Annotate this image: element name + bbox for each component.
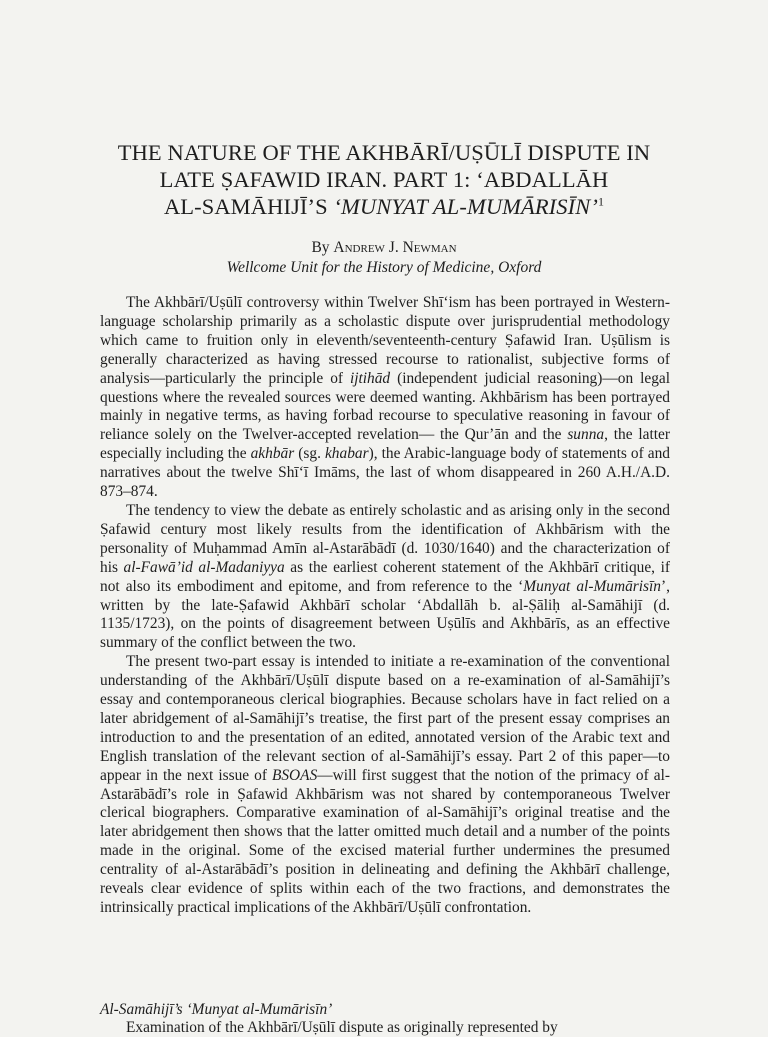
byline <box>0 238 768 258</box>
text-run: ’, written by the late-Ṣafawid Akhbārī scholar ‘Abdallāh b. al-Ṣāliḥ al-Samāhijī (d. 1135/1723), on the points of disagreement between Uṣūlīs and Akhbārīs, as an effective summary of the conflict between the two. <box>100 577 670 652</box>
article-title <box>90 140 678 220</box>
text-run: ), the Arabic-language body of statements of and narratives about the twelve Shī‘ī Imāms, the last of whom disappeared in 260 A.H./A.D. 873–874. <box>100 445 670 501</box>
title-line-1: THE NATURE OF THE AKHBĀRĪ/UṢŪLĪ DISPUTE IN <box>117 140 651 165</box>
text-run: , the latter especially including the <box>100 426 670 463</box>
text-run: (independent judicial reasoning)—on legal questions where the revealed sources were deemed wanting. Akhbārism has been portrayed mainly in negative terms, as having forbad recourse to speculative reasoning in favour of reliance solely on the Twelver-accepted revelation— the Qur’ān and the <box>100 369 670 444</box>
title-italic-work: ‘MUNYAT AL-MUMĀRISĪN’ <box>333 193 598 219</box>
italic-term: sunna <box>567 426 605 444</box>
text-run: (sg. <box>294 445 325 463</box>
italic-term: akhbār <box>250 445 295 463</box>
text-run: —will first suggest that the notion of the primacy of al-Astarābādī’s role in Ṣafawid Akhbārism was not shared by contemporaneous Twelver clerical biographers. Comparative examination of al-Samāhijī’s original treatise and the later abridgement then shows that the latter omitted much detail and a number of the points made in the original. Some of the excised material further undermines the presumed centrality of al-Astarābādī’s position in delineating and defining the Akhbārī challenge, reveals clear evidence of splits within each of the two fractions, and demonstrates the intrinsically practical implications of the Akhbārī/Uṣūlī confrontation. <box>100 766 670 916</box>
cutoff-text-line: Examination of the Akhbārī/Uṣūlī dispute as originally represented by <box>126 1019 558 1036</box>
paragraph-1 <box>100 294 670 502</box>
italic-term: BSOAS <box>271 766 318 784</box>
section-heading: Al-Samāhijī’s ‘Munyat al-Mumārisīn’ <box>100 1001 333 1018</box>
italic-term: khabar <box>324 445 369 463</box>
text-run: The Akhbārī/Uṣūlī controversy within Twelver Shī‘ism has been portrayed in Western-language scholarship primarily as a scholastic dispute over jurisprudential methodology which came to fruition only in eleventh/seventeenth-century Ṣafawid Iran. Uṣūlism is generally characterized as having stressed recourse to rationalist, subjective forms of analysis—particularly the principle of <box>100 294 670 387</box>
text-run: The present two-part essay is intended to initiate a re-examination of the conventional understanding of the Akhbārī/Uṣūlī dispute based on a re-examination of al-Samāhijī’s essay and contemporaneous clerical biographies. Because scholars have in fact relied on a later abridgement of al-Samāhijī’s treatise, the first part of the present essay comprises an introduction to and the presentation of an edited, annotated version of the Arabic text and English translation of the relevant section of al-Samāhijī’s essay. Part 2 of this paper—to appear in the next issue of <box>100 653 670 784</box>
text-run: as the earliest coherent statement of the Akhbārī critique, if not also its embodiment and epitome, and from reference to the ‘ <box>100 558 670 595</box>
title-line-3: AL-SAMĀHIJĪ’S <box>163 193 334 219</box>
italic-term: ijtihād <box>349 369 391 387</box>
paragraph-3 <box>100 653 670 918</box>
article-body <box>100 294 670 918</box>
italic-term: al-Fawā’id al-Madaniyya <box>123 558 285 576</box>
byline-prefix: By <box>311 239 334 256</box>
title-footnote-mark: 1 <box>597 194 605 209</box>
italic-term: Munyat al-Mumārisīn <box>523 577 661 595</box>
author-name: Andrew J. Newman <box>333 239 457 256</box>
title-line-2: LATE ṢAFAWID IRAN. PART 1: ‘ABDALLĀH <box>159 166 609 192</box>
author-affiliation: Wellcome Unit for the History of Medicine, Oxford <box>226 259 542 276</box>
paragraph-2 <box>100 502 670 653</box>
text-run: The tendency to view the debate as entirely scholastic and as arising only in the second Ṣafawid century most likely results from the identification of Akhbārism with the personality of Muḥammad Amīn al-Astarābādī (d. 1030/1640) and the characterization of his <box>100 501 670 576</box>
